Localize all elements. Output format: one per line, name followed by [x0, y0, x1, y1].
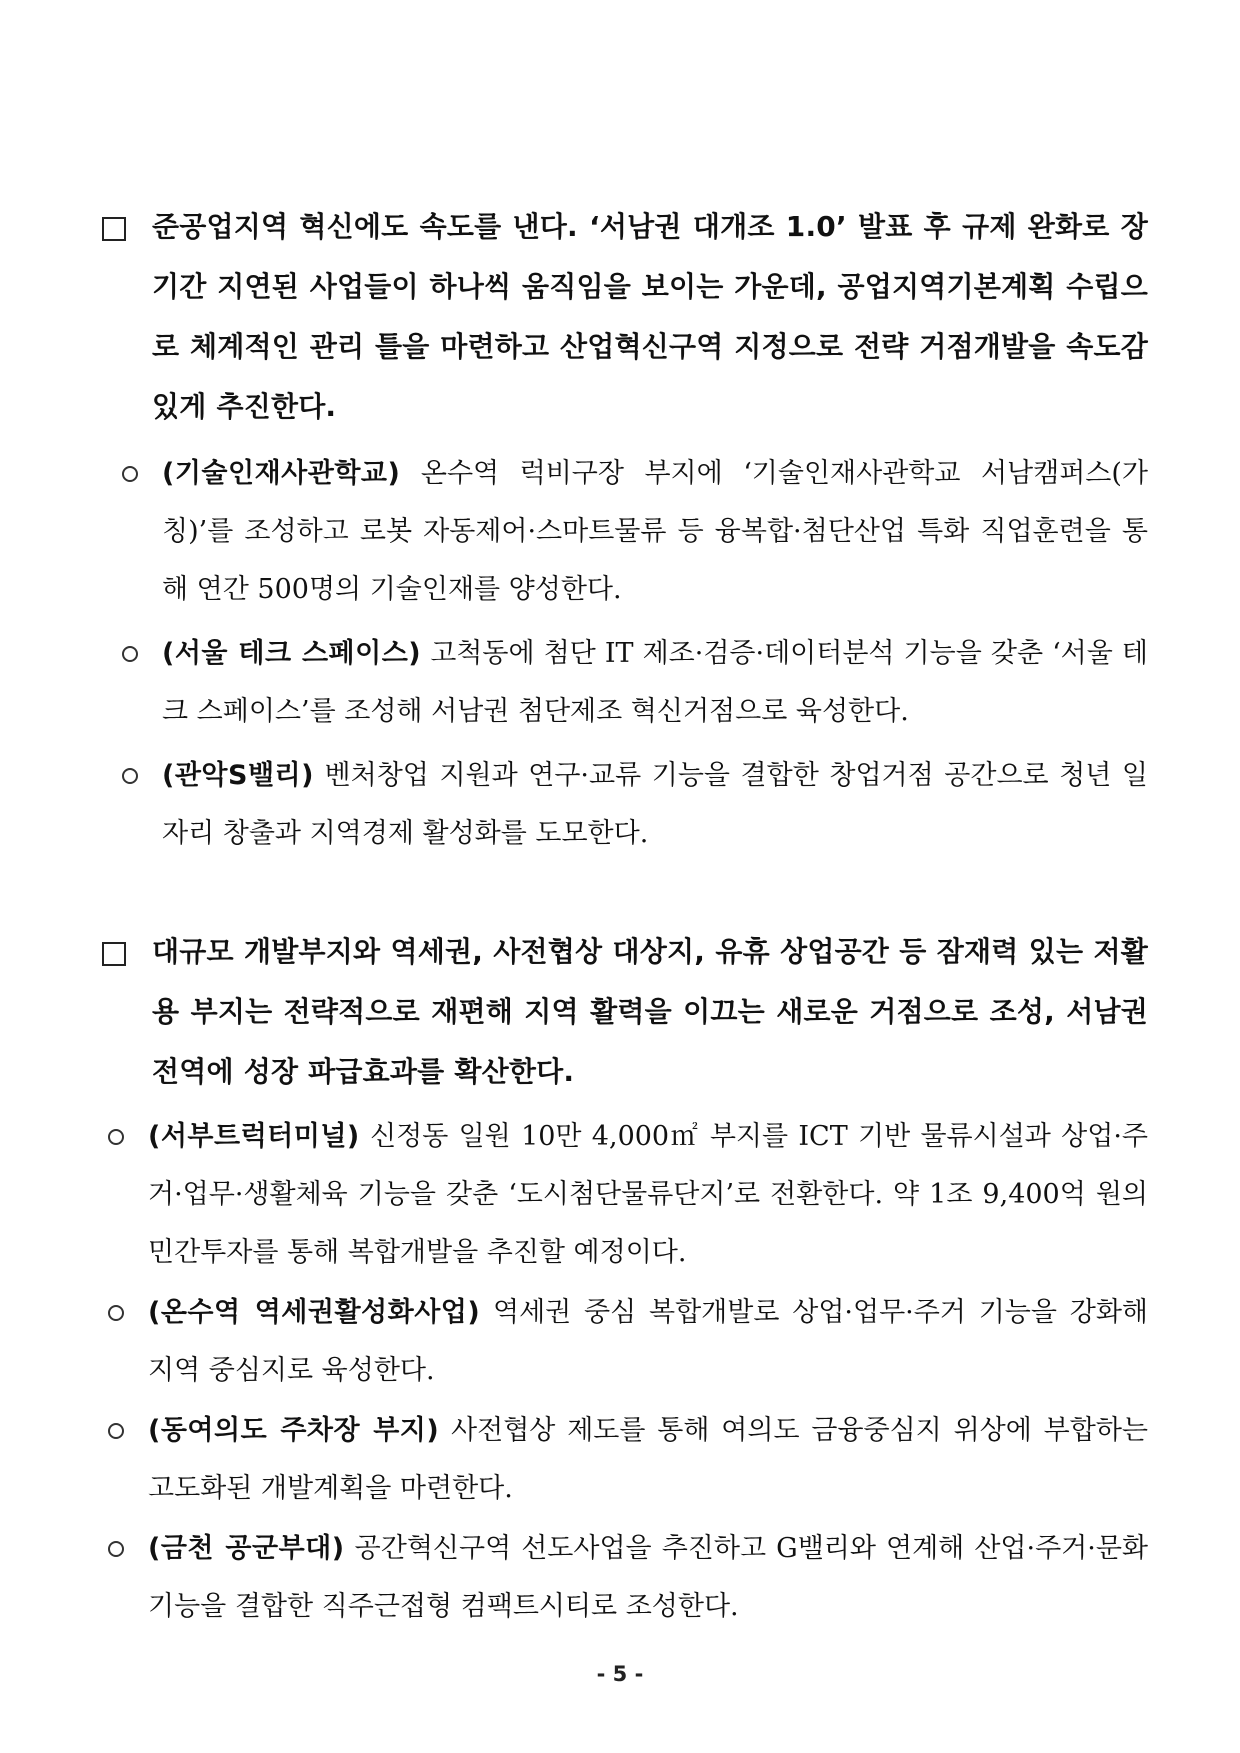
- section-1-heading-text: 준공업지역 혁신에도 속도를 낸다. ‘서남권 대개조 1.0’ 발표 후 규제 완화로 장기간 지연된 사업들이 하나씩 움직임을 보이는 가운데, 공업지역기본계획 수립으로 체계적인 관리 틀을 마련하고 산업혁신구역 지정으로 전략 거점개발을 속도감 있게 추진한다.: [152, 210, 1148, 423]
- bullet-item: [100, 1520, 1148, 1636]
- bullet-item-text: 벤처창업 지원과 연구·교류 기능을 결합한 창업거점 공간으로 청년 일자리 창출과 지역경제 활성화를 도모한다.: [162, 760, 1148, 849]
- bullet-item: [100, 1284, 1148, 1400]
- bullet-item-text: 고척동에 첨단 IT 제조·검증·데이터분석 기능을 갖춘 ‘서울 테크 스페이스’를 조성해 서남권 첨단제조 혁신거점으로 육성한다.: [162, 638, 1149, 727]
- checkbox-square-icon: [102, 217, 126, 241]
- circle-bullet-icon: [108, 1129, 124, 1145]
- bullet-item-key: (서부트럭터미널): [148, 1121, 360, 1152]
- circle-bullet-icon: [122, 768, 138, 784]
- bullet-item: [100, 625, 1148, 741]
- bullet-item: [100, 445, 1148, 619]
- section-2-heading-text: 대규모 개발부지와 역세권, 사전협상 대상지, 유휴 상업공간 등 잠재력 있는 저활용 부지는 전략적으로 재편해 지역 활력을 이끄는 새로운 거점으로 조성, 서남권 전역에 성장 파급효과를 확산한다.: [152, 935, 1148, 1088]
- circle-bullet-icon: [108, 1423, 124, 1439]
- checkbox-square-icon: [102, 942, 126, 966]
- circle-bullet-icon: [122, 646, 138, 662]
- circle-bullet-icon: [108, 1305, 124, 1321]
- section-1: [100, 197, 1148, 863]
- page-number: - 5 -: [596, 1662, 644, 1686]
- bullet-item-text: 온수역 럭비구장 부지에 ‘기술인재사관학교 서남캠퍼스(가칭)’를 조성하고 로봇 자동제어·스마트물류 등 융복합·첨단산업 특화 직업훈련을 통해 연간 500명의 기술인재를 양성한다.: [162, 458, 1148, 605]
- circle-bullet-icon: [122, 466, 138, 482]
- section-2: [100, 922, 1148, 1636]
- bullet-item-text: 공간혁신구역 선도사업을 추진하고 G밸리와 연계해 산업·주거·문화 기능을 결합한 직주근접형 컴팩트시티로 조성한다.: [148, 1533, 1148, 1622]
- bullet-item-text: 신정동 일원 10만 4,000㎡ 부지를 ICT 기반 물류시설과 상업·주거·업무·생활체육 기능을 갖춘 ‘도시첨단물류단지’로 전환한다. 약 1조 9,400억 원의 민간투자를 통해 복합개발을 추진할 예정이다.: [148, 1121, 1148, 1268]
- bullet-item: [100, 1402, 1148, 1518]
- bullet-item: [100, 1108, 1148, 1282]
- bullet-item-text: 사전협상 제도를 통해 여의도 금융중심지 위상에 부합하는 고도화된 개발계획을 마련한다.: [148, 1415, 1149, 1504]
- bullet-item-key: (동여의도 주차장 부지): [148, 1415, 440, 1446]
- circle-bullet-icon: [108, 1541, 124, 1557]
- section-2-heading: [100, 922, 1148, 1102]
- section-1-heading: [100, 197, 1148, 437]
- bullet-item: [100, 747, 1148, 863]
- bullet-item-text: 역세권 중심 복합개발로 상업·업무·주거 기능을 강화해 지역 중심지로 육성한다.: [148, 1297, 1148, 1386]
- bullet-item-key: (관악S밸리): [162, 760, 314, 791]
- bullet-item-key: (금천 공군부대): [148, 1533, 345, 1564]
- bullet-item-key: (온수역 역세권활성화사업): [148, 1297, 481, 1328]
- bullet-item-key: (기술인재사관학교): [162, 458, 401, 489]
- bullet-item-key: (서울 테크 스페이스): [162, 638, 422, 669]
